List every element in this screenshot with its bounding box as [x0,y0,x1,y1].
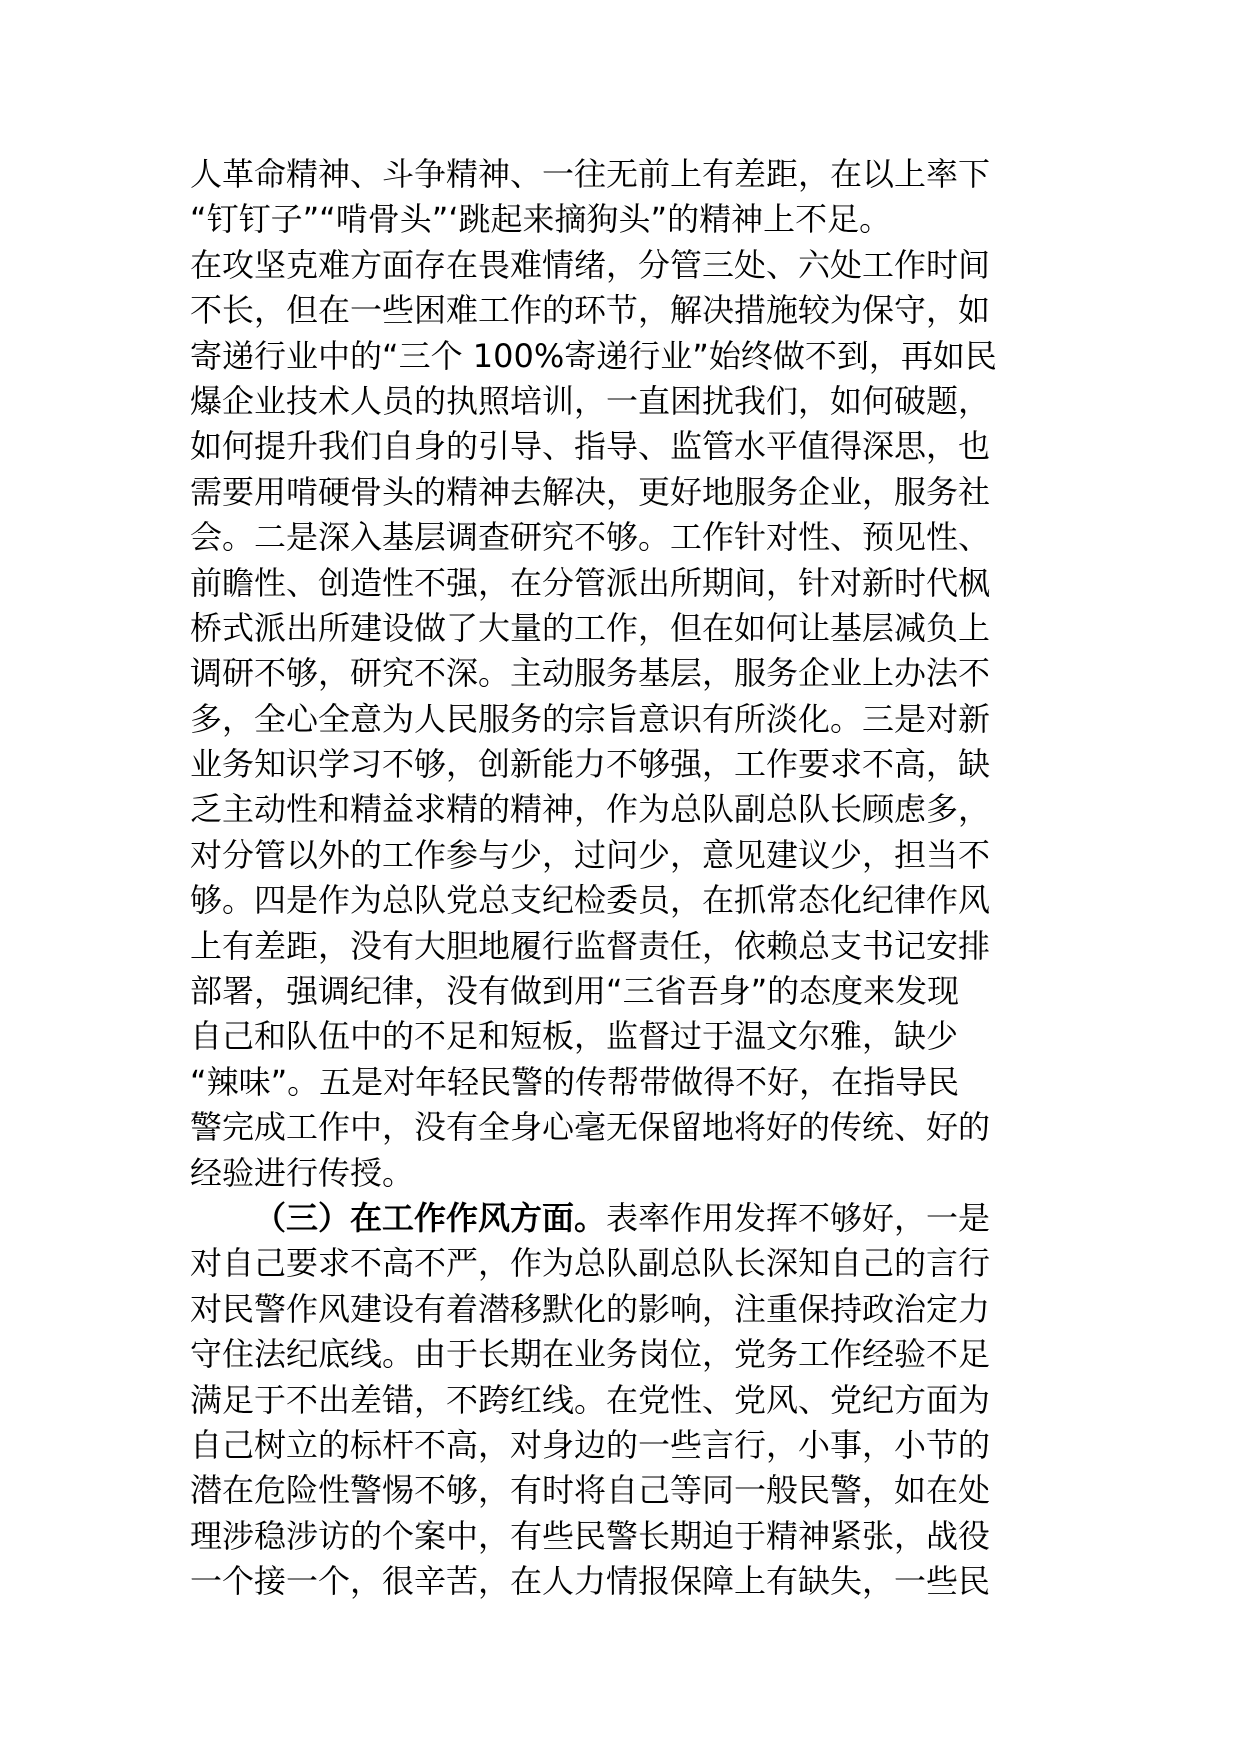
text-line: 警完成工作中，没有全身心毫无保留地将好的传统、好的 [190,1108,991,1147]
text-line: 在攻坚克难方面存在畏难情绪，分管三处、六处工作时间 [190,245,991,284]
text-line: 部署，强调纪律，没有做到用“三省吾身”的态度来发现 [190,972,960,1011]
text-line: 理涉稳涉访的个案中，有些民警长期迫于精神紧张，战役 [190,1516,991,1555]
text-line: 调研不够，研究不深。主动服务基层，服务企业上办法不 [190,654,991,693]
text-line: 自己树立的标杆不高，对身边的一些言行，小事，小节的 [190,1425,991,1464]
text-line: “钉钉子”“啃骨头”‘跳起来摘狗头”的精神上不足。 [190,200,892,239]
text-line: 上有差距，没有大胆地履行监督责任，依赖总支书记安排 [190,926,991,965]
text-line: 一个接一个，很辛苦，在人力情报保障上有缺失，一些民 [190,1562,991,1601]
text-line: 人革命精神、斗争精神、一往无前上有差距，在以上率下 [190,155,991,193]
text-line: 经验进行传授。 [190,1153,415,1192]
section-3-heading: （三）在工作作风方面。 [254,1198,607,1237]
text-line: 业务知识学习不够，创新能力不够强，工作要求不高，缺 [190,745,991,784]
text-line: 不长，但在一些困难工作的环节，解决措施较为保守，如 [190,291,991,330]
text-line: 桥式派出所建设做了大量的工作，但在如何让基层减负上 [190,608,991,647]
text-line: 如何提升我们自身的引导、指导、监管水平值得深思，也 [190,427,991,466]
text-line: 爆企业技术人员的执照培训，一直困扰我们，如何破题， [190,381,991,420]
text-line: 需要用啃硬骨头的精神去解决，更好地服务企业，服务社 [190,472,991,511]
text-line: 对自己要求不高不严，作为总队副总队长深知自己的言行 [190,1244,991,1283]
text-line: 前瞻性、创造性不强，在分管派出所期间，针对新时代枫 [190,563,991,602]
text-line: 潜在危险性警惕不够，有时将自己等同一般民警，如在处 [190,1471,991,1510]
text-line: 会。二是深入基层调查研究不够。工作针对性、预见性、 [190,518,991,557]
text-line: 寄递行业中的“三个 100%寄递行业”始终做不到，再如民 [190,336,997,375]
text-line: 满足于不出差错，不跨红线。在党性、党风、党纪方面为 [190,1380,991,1419]
section-3-first-line [190,1196,1058,1241]
document-body [190,152,1058,1605]
text-line: “辣味”。五是对年轻民警的传帮带做得不好，在指导民 [190,1062,960,1101]
text-line: 守住法纪底线。由于长期在业务岗位，党务工作经验不足 [190,1335,991,1374]
text-line: 够。四是作为总队党总支纪检委员，在抓常态化纪律作风 [190,881,991,920]
text-line: 多，全心全意为人民服务的宗旨意识有所淡化。三是对新 [190,699,991,738]
text-line: 对分管以外的工作参与少，过问少，意见建议少，担当不 [190,835,991,874]
section-3-lead-text: 表率作用发挥不够好，一是 [606,1198,991,1237]
text-line: 自己和队伍中的不足和短板，监督过于温文尔雅，缺少 [190,1017,959,1056]
text-line: 乏主动性和精益求精的精神，作为总队副总队长顾虑多， [190,790,991,829]
text-line: 对民警作风建设有着潜移默化的影响，注重保持政治定力 [190,1289,991,1328]
